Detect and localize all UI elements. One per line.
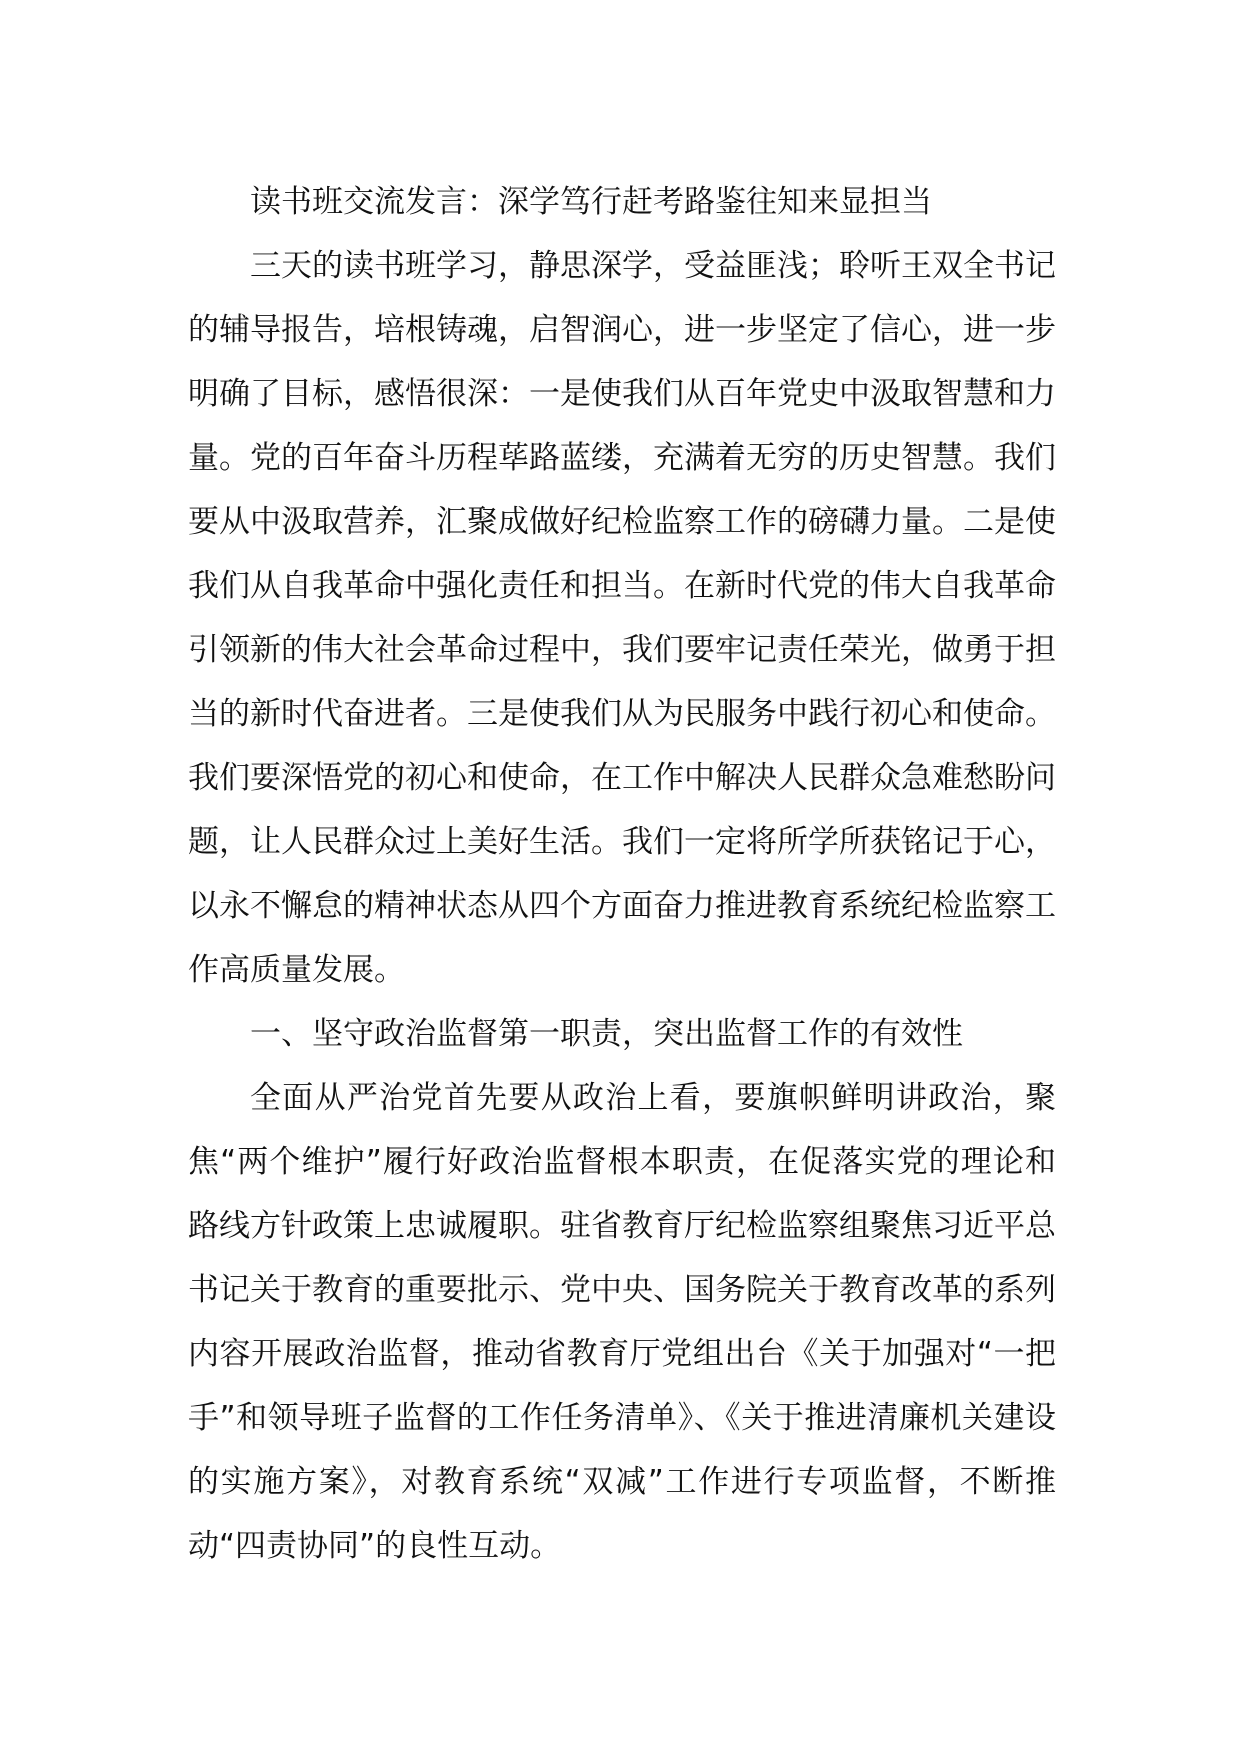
paragraph-intro: 三天的读书班学习，静思深学，受益匪浅；聆听王双全书记的辅导报告，培根铸魂，启智润心，进一步坚定了信心，进一步明确了目标，感悟很深：一是使我们从百年党史中汲取智慧和力量。党的百年奋斗历程荜路蓝缕，充满着无穷的历史智慧。我们要从中汲取营养，汇聚成做好纪检监察工作的磅礴力量。二是使我们从自我革命中强化责任和担当。在新时代党的伟大自我革命引领新的伟大社会革命过程中，我们要牢记责任荣光，做勇于担当的新时代奋进者。三是使我们从为民服务中践行初心和使命。我们要深悟党的初心和使命，在工作中解决人民群众急难愁盼问题，让人民群众过上美好生活。我们一定将所学所获铭记于心，以永不懈怠的精神状态从四个方面奋力推进教育系统纪检监察工作高质量发展。	[188, 248, 1056, 988]
section-heading-1: 一、坚守政治监督第一职责，突出监督工作的有效性	[250, 1016, 963, 1052]
paragraph-section-1: 全面从严治党首先要从政治上看，要旗帜鲜明讲政治，聚焦“两个维护”履行好政治监督根本职责，在促落实党的理论和路线方针政策上忠诚履职。驻省教育厅纪检监察组聚焦习近平总书记关于教育的重要批示、党中央、国务院关于教育改革的系列内容开展政治监督，推动省教育厅党组出台《关于加强对“一把手”和领导班子监督的工作任务清单》、《关于推进清廉机关建设的实施方案》，对教育系统“双减”工作进行专项监督，不断推动“四责协同”的良性互动。	[188, 1080, 1056, 1564]
document-body	[188, 170, 1056, 1578]
document-title: 读书班交流发言：深学笃行赶考路鉴往知来显担当	[250, 184, 932, 220]
